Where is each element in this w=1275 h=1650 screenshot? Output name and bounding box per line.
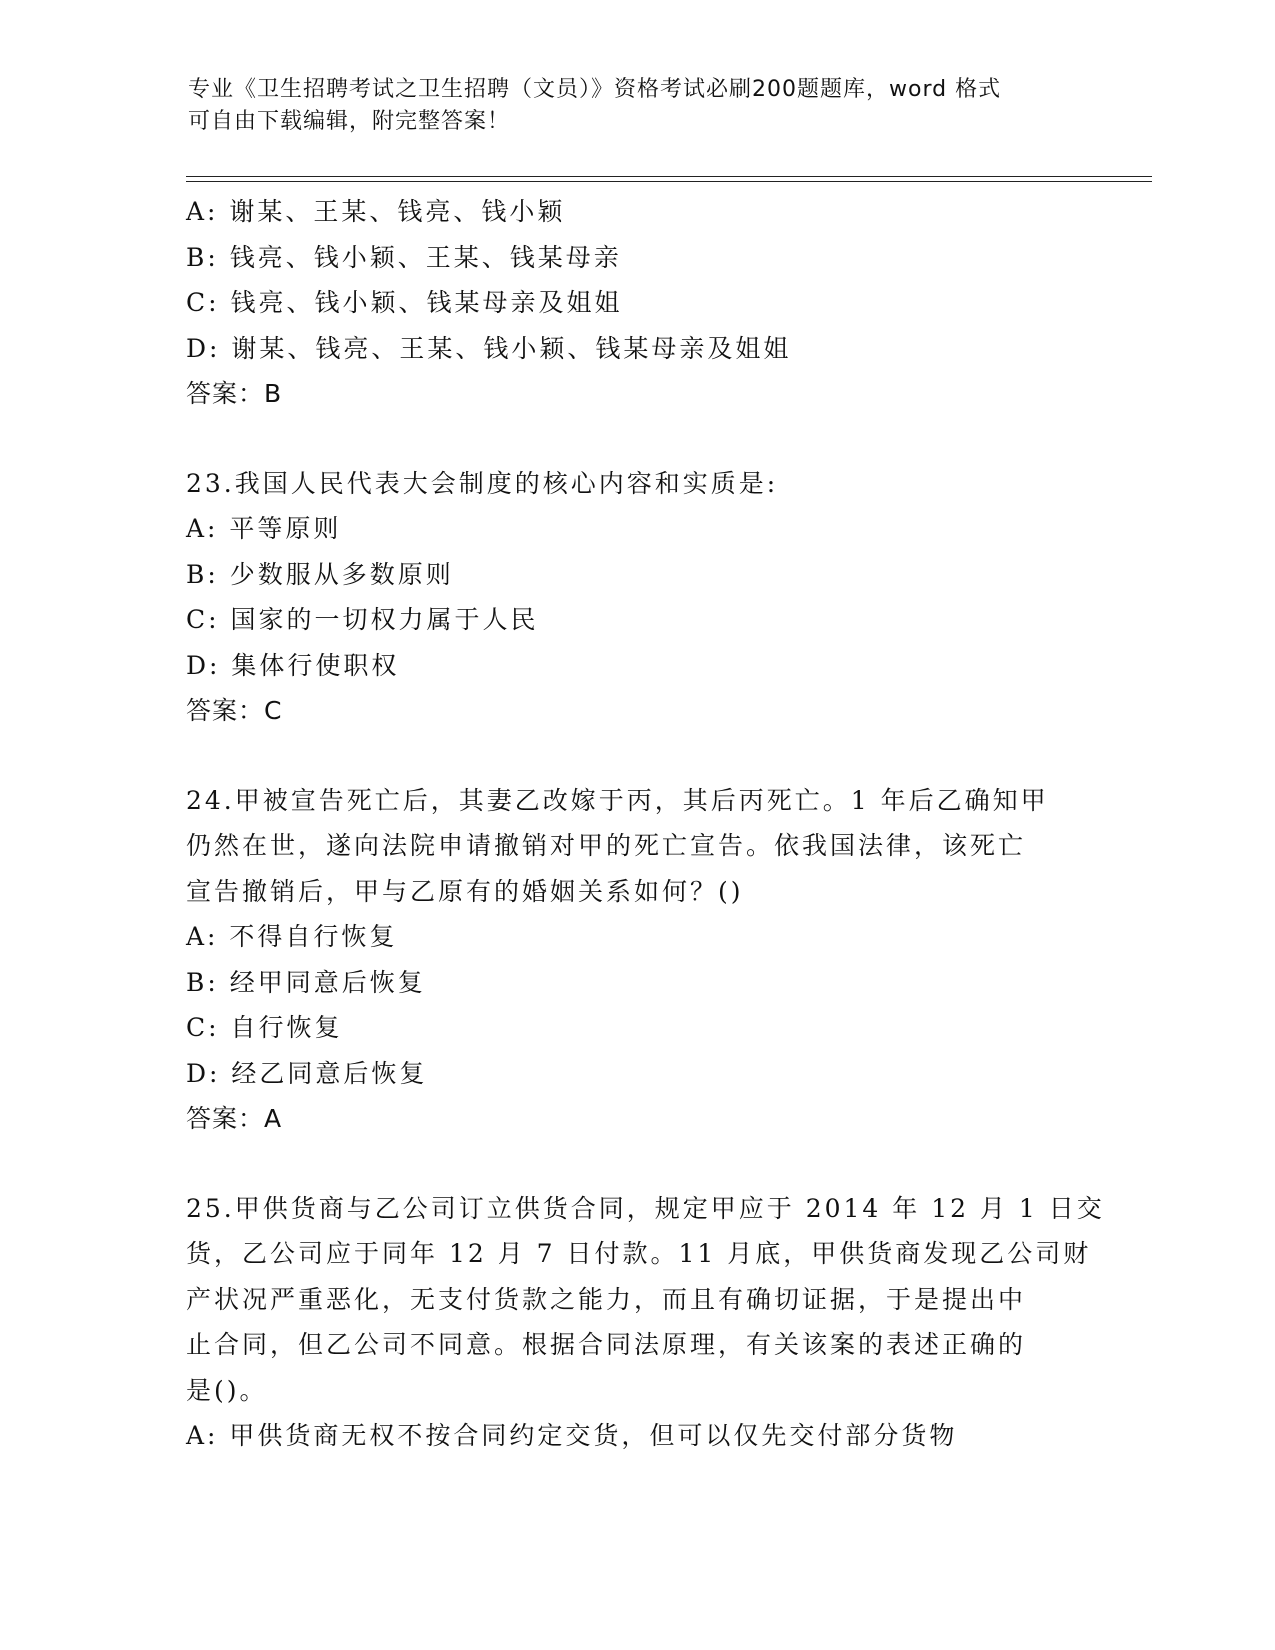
question-25 <box>186 1186 1105 1459</box>
header-divider-top <box>186 176 1152 177</box>
answer: 答案：C <box>186 696 283 725</box>
question-stem: 货，乙公司应于同年 12 月 7 日付款。11 月底，甲供货商发现乙公司财 <box>186 1239 1092 1268</box>
option-a: A: 谢某、王某、钱亮、钱小颖 <box>186 197 566 226</box>
answer: 答案：B <box>186 379 283 408</box>
option-a: A: 平等原则 <box>186 514 342 543</box>
question-stem: 是()。 <box>186 1375 268 1405</box>
option-d: D: 集体行使职权 <box>186 650 400 680</box>
question-22 <box>186 189 1086 417</box>
question-23 <box>186 461 1086 734</box>
header-line-2: 可自由下载编辑，附完整答案！ <box>188 109 511 134</box>
question-stem: 23.我国人民代表大会制度的核心内容和实质是: <box>186 468 779 498</box>
option-a: A: 甲供货商无权不按合同约定交货，但可以仅先交付部分货物 <box>186 1421 958 1450</box>
option-c: C: 国家的一切权力属于人民 <box>186 605 539 634</box>
answer: 答案：A <box>186 1104 283 1133</box>
question-stem: 25.甲供货商与乙公司订立供货合同，规定甲应于 2014 年 12 月 1 日交 <box>186 1193 1105 1223</box>
option-c: C: 自行恢复 <box>186 1013 343 1042</box>
option-b: B: 少数服从多数原则 <box>186 559 454 589</box>
question-stem: 仍然在世，遂向法院申请撤销对甲的死亡宣告。依我国法律，该死亡 <box>186 831 1027 860</box>
option-d: D: 经乙同意后恢复 <box>186 1058 428 1088</box>
question-stem: 宣告撤销后，甲与乙原有的婚姻关系如何？() <box>186 876 744 906</box>
question-content <box>186 189 1105 1459</box>
header-line-1: 专业《卫生招聘考试之卫生招聘（文员）》资格考试必刷200题题库，word 格式 <box>188 77 1002 102</box>
option-a: A: 不得自行恢复 <box>186 922 398 951</box>
question-stem: 24.甲被宣告死亡后，其妻乙改嫁于丙，其后丙死亡。1 年后乙确知甲 <box>186 785 1049 815</box>
option-b: B: 钱亮、钱小颖、王某、钱某母亲 <box>186 242 622 272</box>
question-24 <box>186 778 1086 1142</box>
option-c: C: 钱亮、钱小颖、钱某母亲及姐姐 <box>186 288 623 317</box>
option-d: D: 谢某、钱亮、王某、钱小颖、钱某母亲及姐姐 <box>186 333 792 363</box>
header-divider-bottom <box>186 181 1152 182</box>
option-b: B: 经甲同意后恢复 <box>186 967 426 997</box>
question-stem: 产状况严重恶化，无支付货款之能力，而且有确切证据，于是提出中 <box>186 1284 1027 1314</box>
document-header <box>188 74 1068 138</box>
question-stem: 止合同，但乙公司不同意。根据合同法原理，有关该案的表述正确的 <box>186 1330 1027 1359</box>
